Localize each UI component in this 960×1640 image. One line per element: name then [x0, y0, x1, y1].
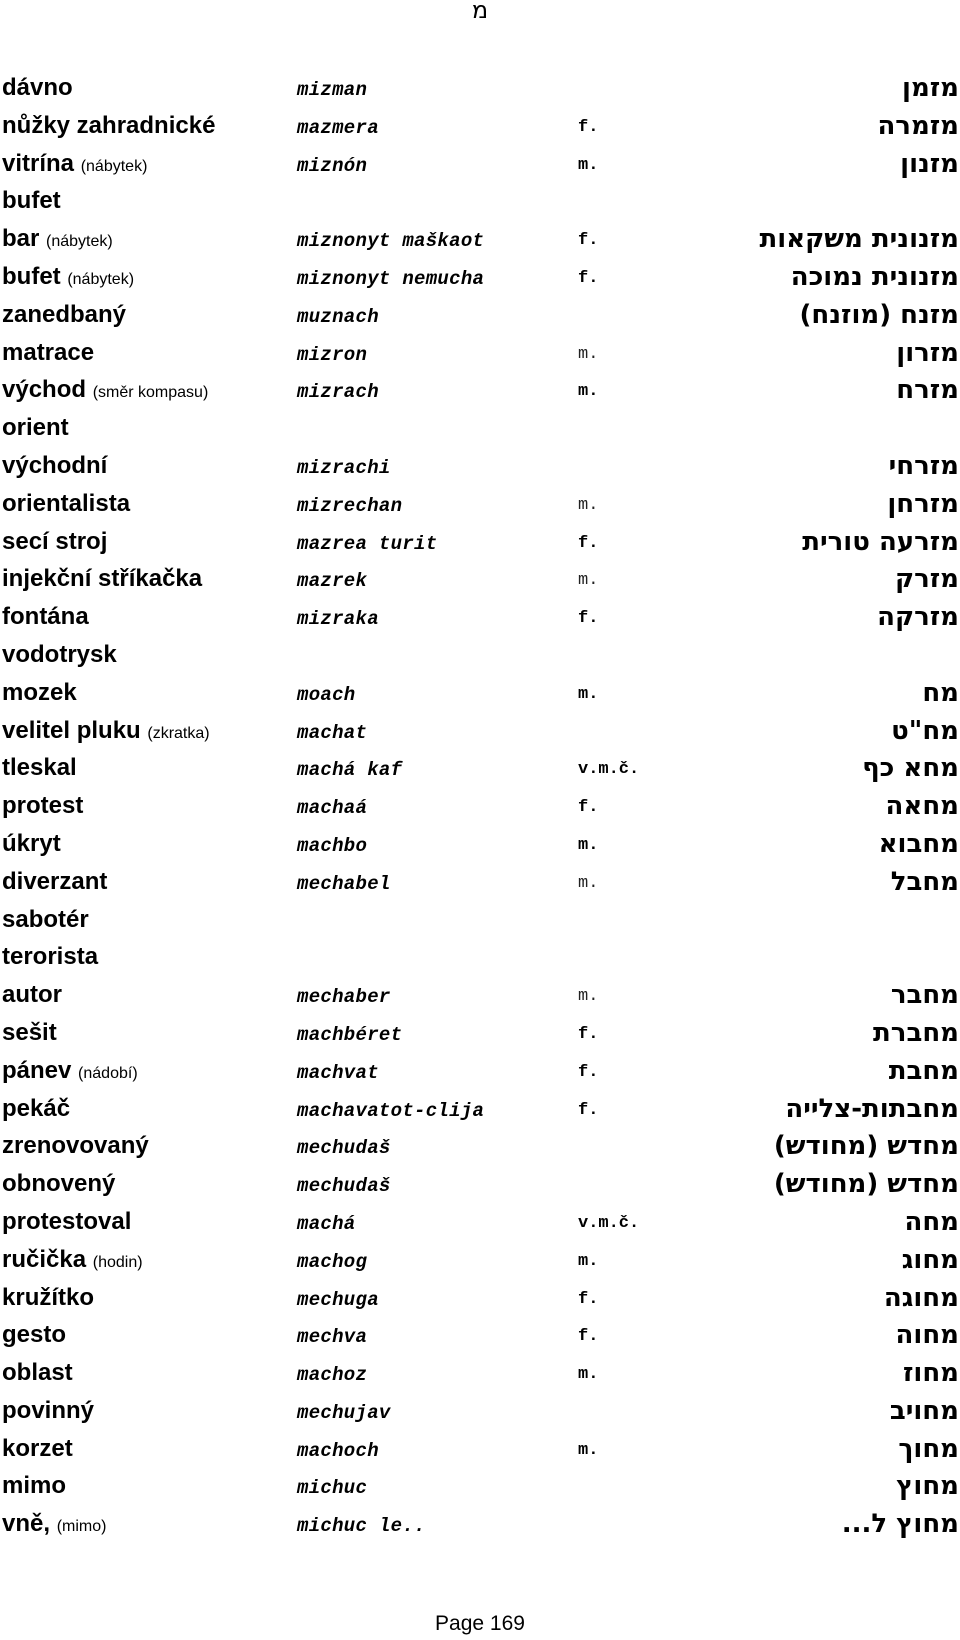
hebrew-term: מזרון — [896, 337, 959, 368]
hebrew-term: מח — [922, 677, 959, 708]
transliteration: mechva — [297, 1326, 368, 1349]
transliteration: mizron — [297, 343, 368, 366]
transliteration: machbo — [297, 834, 368, 857]
dictionary-entry — [0, 336, 960, 374]
hebrew-term: מזרח — [896, 375, 959, 406]
hebrew-term: מזנח (מוזנח) — [799, 299, 959, 330]
czech-word: kružítko — [2, 1283, 95, 1311]
czech-term — [2, 1169, 115, 1199]
transliteration: machvat — [297, 1061, 379, 1084]
czech-term — [2, 186, 61, 216]
czech-term — [2, 1283, 94, 1313]
transliteration: machá — [297, 1212, 356, 1235]
czech-word: secí stroj — [2, 527, 108, 555]
transliteration: machoch — [297, 1439, 379, 1462]
grammar-tag: m. — [578, 1251, 599, 1271]
dictionary-entry — [0, 827, 960, 865]
grammar-tag: f. — [578, 1289, 599, 1309]
czech-word: východ — [2, 376, 87, 404]
czech-note: (směr kompasu) — [92, 384, 209, 402]
czech-term — [2, 451, 107, 481]
czech-note: (nádobí) — [78, 1064, 138, 1082]
czech-term — [2, 1094, 70, 1124]
hebrew-term: מזנונית נמוכה — [790, 261, 959, 292]
czech-term — [2, 564, 202, 594]
hebrew-term: מחבת — [888, 1055, 959, 1086]
czech-term — [2, 262, 134, 295]
grammar-tag: f. — [578, 1100, 599, 1120]
czech-term — [2, 300, 126, 330]
grammar-tag: v.m.č. — [578, 760, 640, 780]
czech-word: sešit — [2, 1018, 57, 1046]
dictionary-entry — [0, 600, 960, 638]
czech-word: zrenovovaný — [2, 1132, 149, 1160]
czech-term — [2, 413, 69, 443]
grammar-tag: m. — [578, 684, 599, 704]
czech-term — [2, 602, 89, 632]
grammar-tag: f. — [578, 231, 599, 251]
hebrew-term: מחבתות-צלייה — [785, 1093, 959, 1124]
transliteration: machoz — [297, 1364, 368, 1387]
dictionary-entry — [0, 562, 960, 600]
czech-word: sabotér — [2, 905, 89, 933]
transliteration: mechujav — [297, 1401, 391, 1424]
transliteration: michuc — [297, 1477, 368, 1500]
czech-word: orientalista — [2, 489, 131, 517]
transliteration: mizrach — [297, 381, 379, 404]
grammar-tag: m. — [578, 495, 599, 515]
transliteration: mizman — [297, 79, 368, 101]
czech-term — [2, 224, 113, 257]
hebrew-term: מחדש (מחודש) — [773, 1169, 959, 1200]
dictionary-entry — [0, 298, 960, 336]
czech-word: velitel pluku — [2, 716, 141, 744]
dictionary-entry — [0, 751, 960, 789]
grammar-tag: m. — [578, 344, 599, 364]
hebrew-term: מחויב — [889, 1395, 959, 1426]
grammar-tag: f. — [578, 117, 599, 137]
czech-term — [2, 829, 61, 859]
czech-term — [2, 1207, 131, 1237]
czech-term — [2, 1396, 94, 1426]
dictionary-entry — [0, 487, 960, 525]
czech-term — [2, 980, 62, 1010]
transliteration: miznonyt maškaot — [297, 230, 485, 253]
dictionary-entry — [0, 676, 960, 714]
transliteration: machog — [297, 1250, 368, 1273]
czech-word: oblast — [2, 1359, 73, 1387]
hebrew-term: מזרחי — [888, 450, 959, 481]
transliteration: michuc le.. — [297, 1515, 426, 1538]
czech-word: fontána — [2, 603, 89, 631]
hebrew-term: מחבוא — [878, 828, 959, 859]
czech-term — [2, 527, 107, 557]
czech-term — [2, 753, 77, 783]
dictionary-entry — [0, 1394, 960, 1432]
czech-word: mimo — [2, 1472, 67, 1500]
dictionary-entry — [0, 1507, 960, 1545]
czech-note: (nábytek) — [80, 157, 148, 175]
dictionary-entry — [0, 1469, 960, 1507]
czech-term — [2, 1320, 66, 1350]
transliteration: machbéret — [297, 1023, 403, 1046]
czech-term — [2, 640, 117, 670]
czech-term — [2, 1131, 149, 1161]
grammar-tag: v.m.č. — [578, 1213, 640, 1233]
grammar-tag: m. — [578, 873, 599, 893]
grammar-tag: f. — [578, 798, 599, 818]
czech-note: (hodin) — [92, 1253, 143, 1271]
hebrew-term: מחבל — [890, 866, 959, 897]
dictionary-entry — [0, 1054, 960, 1092]
dictionary-entry — [0, 449, 960, 487]
czech-word: ručička — [2, 1245, 87, 1273]
hebrew-term: מחבר — [890, 980, 959, 1011]
transliteration: moach — [297, 683, 356, 706]
hebrew-term: מזמרה — [877, 110, 959, 141]
czech-term — [2, 791, 83, 821]
grammar-tag: m. — [578, 155, 599, 175]
czech-word: povinný — [2, 1396, 95, 1424]
dictionary-entry — [0, 940, 960, 978]
dictionary-entry — [0, 978, 960, 1016]
dictionary-entry — [0, 109, 960, 147]
grammar-tag: m. — [578, 382, 599, 402]
dictionary-entry — [0, 260, 960, 298]
grammar-tag: f. — [578, 609, 599, 629]
czech-word: vitrína — [2, 149, 75, 177]
grammar-tag: m. — [578, 835, 599, 855]
grammar-tag: m. — [578, 987, 599, 1007]
transliteration: machaá — [297, 797, 368, 820]
czech-term — [2, 1245, 143, 1278]
hebrew-term: מחא כף — [862, 753, 959, 784]
hebrew-term: מחוגה — [883, 1282, 959, 1313]
czech-word: úkryt — [2, 829, 61, 857]
dictionary-entry — [0, 1356, 960, 1394]
hebrew-term: מחדש (מחודש) — [773, 1131, 959, 1162]
dictionary-entry — [0, 865, 960, 903]
hebrew-term: מחוג — [901, 1244, 959, 1275]
transliteration: mechudaš — [297, 1137, 391, 1160]
czech-term — [2, 1358, 73, 1388]
czech-term — [2, 73, 73, 103]
czech-word: orient — [2, 414, 69, 442]
hebrew-term: מזנונית משקאות — [759, 224, 959, 255]
transliteration: machá kaf — [297, 759, 403, 782]
czech-term — [2, 375, 208, 408]
czech-term — [2, 1471, 66, 1501]
czech-word: korzet — [2, 1434, 73, 1462]
czech-term — [2, 1509, 106, 1542]
transliteration: mazrek — [297, 570, 368, 593]
grammar-tag: f. — [578, 533, 599, 553]
grammar-tag: m. — [578, 1365, 599, 1385]
czech-word: gesto — [2, 1321, 67, 1349]
czech-word: vně, — [2, 1510, 51, 1538]
dictionary-entry — [0, 1281, 960, 1319]
czech-term — [2, 905, 89, 935]
transliteration: mechaber — [297, 986, 391, 1009]
transliteration: mechuga — [297, 1288, 379, 1311]
czech-term — [2, 678, 77, 708]
czech-term — [2, 1434, 73, 1464]
transliteration: muznach — [297, 305, 379, 328]
czech-word: zanedbaný — [2, 300, 127, 328]
czech-term — [2, 942, 98, 972]
grammar-tag: f. — [578, 1062, 599, 1082]
czech-note: (zkratka) — [147, 724, 210, 742]
czech-word: bufet — [2, 262, 61, 290]
czech-term — [2, 489, 130, 519]
czech-word: bar — [2, 225, 40, 253]
hebrew-term: מחה — [904, 1206, 959, 1237]
czech-word: terorista — [2, 943, 99, 971]
dictionary-entry-list — [0, 71, 960, 1545]
transliteration: mazrea turit — [297, 532, 438, 555]
dictionary-entry — [0, 1016, 960, 1054]
dictionary-entry — [0, 1167, 960, 1205]
transliteration: mazmera — [297, 116, 379, 139]
czech-term — [2, 716, 210, 749]
dictionary-entry — [0, 525, 960, 563]
dictionary-entry — [0, 1243, 960, 1281]
hebrew-term: מזנון — [900, 148, 959, 179]
hebrew-term: מחברת — [873, 1017, 959, 1048]
dictionary-entry — [0, 1092, 960, 1130]
grammar-tag: m. — [578, 1440, 599, 1460]
hebrew-term: מח"ט — [891, 715, 959, 746]
czech-word: bufet — [2, 187, 61, 215]
dictionary-entry — [0, 714, 960, 752]
transliteration: mizraka — [297, 608, 379, 631]
page-number: Page 169 — [435, 1612, 525, 1635]
czech-word: nůžky zahradnické — [2, 111, 216, 139]
page-header-letter: מ — [471, 0, 489, 24]
hebrew-term: מחאה — [885, 791, 959, 822]
czech-note: (nábytek) — [67, 270, 135, 288]
dictionary-entry — [0, 1205, 960, 1243]
dictionary-entry — [0, 411, 960, 449]
dictionary-entry — [0, 789, 960, 827]
czech-word: pekáč — [2, 1094, 71, 1122]
hebrew-term: מזרעה טורית — [802, 526, 959, 557]
czech-term — [2, 338, 94, 368]
czech-term — [2, 1018, 57, 1048]
grammar-tag: f. — [578, 1024, 599, 1044]
hebrew-term: מחוך — [898, 1433, 959, 1464]
czech-word: dávno — [2, 74, 73, 101]
czech-term — [2, 1056, 138, 1089]
dictionary-entry — [0, 1129, 960, 1167]
czech-word: mozek — [2, 678, 77, 706]
dictionary-entry — [0, 1318, 960, 1356]
czech-word: protestoval — [2, 1207, 132, 1235]
czech-note: (mimo) — [56, 1518, 107, 1536]
grammar-tag: f. — [578, 1327, 599, 1347]
czech-term — [2, 867, 107, 897]
dictionary-entry — [0, 903, 960, 941]
dictionary-entry — [0, 1432, 960, 1470]
czech-word: vodotrysk — [2, 640, 117, 668]
grammar-tag: m. — [578, 571, 599, 591]
transliteration: miznonyt nemucha — [297, 267, 485, 290]
transliteration: mechabel — [297, 872, 391, 895]
transliteration: mizrechan — [297, 494, 403, 517]
dictionary-entry — [0, 638, 960, 676]
czech-word: obnovený — [2, 1170, 116, 1198]
hebrew-term: מחוה — [895, 1320, 959, 1351]
czech-word: matrace — [2, 338, 95, 366]
hebrew-term: מזרחן — [887, 488, 959, 519]
czech-word: tleskal — [2, 754, 77, 782]
transliteration: miznón — [297, 154, 368, 177]
dictionary-entry — [0, 373, 960, 411]
czech-word: pánev — [2, 1056, 72, 1084]
czech-note: (nábytek) — [46, 233, 113, 251]
transliteration: machavatot-clija — [297, 1099, 485, 1122]
transliteration: mizrachi — [297, 456, 391, 479]
hebrew-term: מחוץ ל... — [841, 1509, 959, 1540]
dictionary-entry — [0, 222, 960, 260]
czech-word: injekční stříkačka — [2, 565, 203, 593]
dictionary-entry — [0, 184, 960, 222]
transliteration: mechudaš — [297, 1175, 391, 1198]
transliteration: machat — [297, 721, 368, 744]
hebrew-term: מחוץ — [896, 1471, 959, 1502]
czech-word: diverzant — [2, 867, 108, 895]
dictionary-entry — [0, 147, 960, 185]
hebrew-term: מחוז — [902, 1358, 959, 1389]
czech-word: autor — [2, 981, 62, 1009]
czech-term — [2, 149, 147, 182]
dictionary-entry — [0, 71, 960, 109]
czech-term — [2, 111, 215, 141]
hebrew-term: מזמן — [902, 73, 959, 103]
grammar-tag: f. — [578, 268, 599, 288]
czech-word: protest — [2, 792, 84, 820]
hebrew-term: מזרקה — [877, 602, 959, 633]
czech-word: východní — [2, 451, 108, 479]
hebrew-term: מזרק — [894, 564, 959, 595]
